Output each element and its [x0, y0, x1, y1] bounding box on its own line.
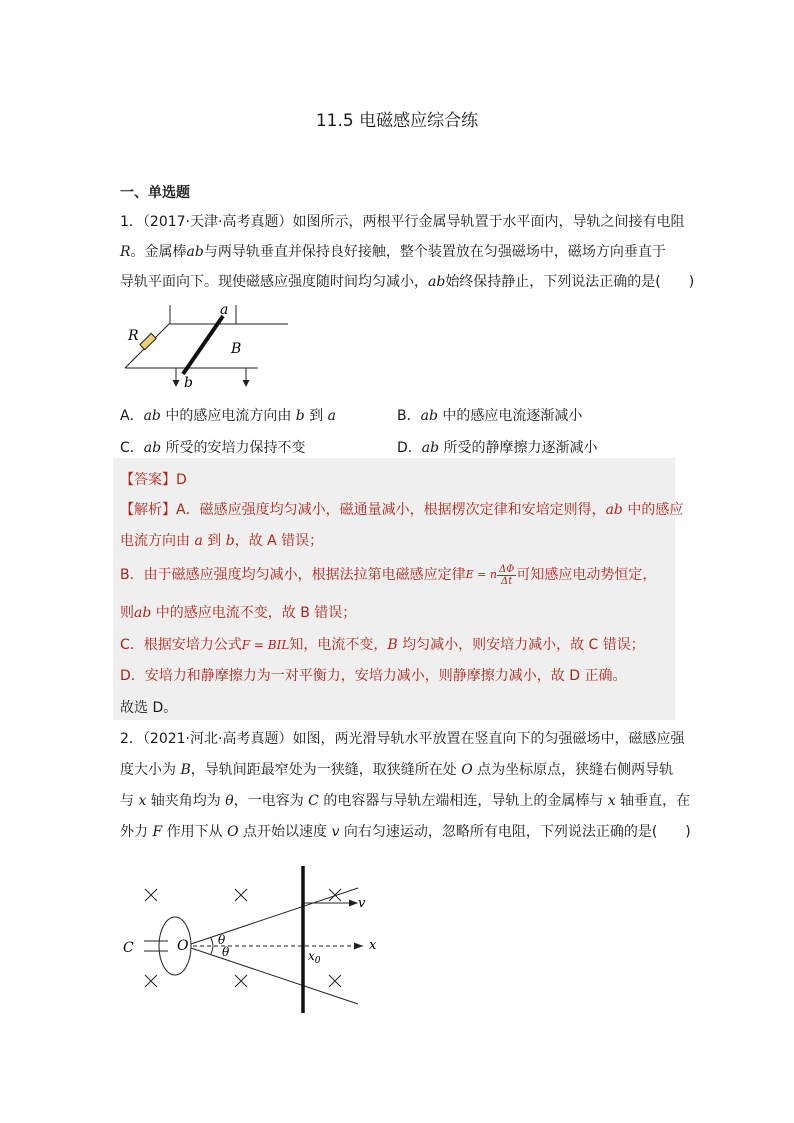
opt-b-prefix: B．	[397, 408, 421, 424]
q2-line-1	[120, 728, 684, 748]
q2-figure	[118, 858, 388, 1020]
exp-a2a: 电流方向由	[120, 533, 195, 549]
q1-option-d	[397, 437, 598, 457]
q2-var-O2: O	[227, 824, 239, 840]
q1-option-c	[120, 437, 306, 457]
label-theta-2: θ	[222, 945, 230, 959]
q2-var-C: C	[308, 793, 319, 809]
q2-text-3c: ，一电容为	[233, 793, 309, 809]
exp-line-c	[120, 634, 645, 654]
label-b: b	[184, 375, 193, 391]
q2-text-4c: 点开始以速度	[238, 824, 332, 840]
opt-c-text: 所受的安培力保持不变	[161, 440, 306, 456]
opt-b-ab: ab	[420, 408, 438, 424]
q1-text-1: 如图所示，两根平行金属导轨置于水平面内，导轨之间接有电阻	[292, 214, 685, 230]
q2-text-4b: 作用下从	[162, 824, 228, 840]
exp-b2a: 则	[120, 605, 134, 621]
q1-var-R: R	[120, 244, 131, 260]
exp-c1: C．根据安培力公式	[120, 637, 242, 653]
exp-a2-a: a	[194, 533, 203, 549]
field-cross-1	[145, 889, 157, 901]
exp-b2b: 中的感应电流不变，故 B 错误；	[151, 605, 357, 621]
field-cross-5	[235, 975, 247, 987]
velocity-arrow-head	[349, 900, 358, 907]
section-heading: 一、单选题	[120, 185, 190, 201]
formula-den: Δt	[501, 575, 513, 587]
rail-lower	[191, 948, 358, 1004]
exp-a2-b: b	[225, 533, 235, 549]
label-O: O	[177, 938, 189, 954]
label-x0-sub: 0	[314, 956, 321, 966]
exp-a2c: ，故 A 错误；	[234, 533, 324, 549]
ampere-formula: F = BIL	[241, 638, 290, 652]
q1-number: 1．	[120, 214, 143, 230]
exp-line-a1	[120, 499, 683, 519]
label-x0	[308, 949, 321, 966]
rail-upper	[191, 888, 358, 944]
q2-line-3	[120, 790, 690, 810]
answer-line: 【答案】D	[120, 472, 187, 488]
q1-text-3b: 始终保持静止，下列说法正确的是( )	[445, 274, 695, 290]
q2-text-1: 如图，两光滑导轨水平放置在竖直向下的匀强磁场中，磁感应强	[292, 731, 685, 747]
label-a: a	[220, 302, 229, 318]
opt-a-text: 中的感应电流方向由	[160, 408, 296, 424]
opt-b-text: 中的感应电流逐渐减小	[437, 408, 583, 424]
q2-text-3b: 轴夹角均为	[146, 793, 226, 809]
q2-text-4a: 外力	[120, 824, 153, 840]
x-axis-arrow-head	[354, 943, 363, 950]
q2-text-2b: ，导轨间距最窄处为一狭缝，取狭缝所在处	[190, 762, 462, 778]
angle-arc-upper	[211, 938, 213, 946]
field-cross-4	[145, 975, 157, 987]
opt-a-a: a	[327, 408, 337, 424]
exp-line-d: D．安培力和静摩擦力为一对平衡力，安培力减小，则静摩擦力减小，故 D 正确。	[120, 668, 627, 684]
opt-d-text: 所受的静摩擦力逐渐减小	[439, 440, 598, 456]
exp-line-b1	[120, 562, 656, 588]
q1-var-ab: ab	[186, 244, 204, 260]
page-title: 11.5 电磁感应综合练	[315, 111, 479, 131]
label-x0-base: x	[308, 949, 315, 963]
q2-line-4	[120, 821, 691, 841]
exp-b2-ab: ab	[134, 605, 152, 621]
q2-var-O: O	[461, 762, 473, 778]
exp-a2b: 到	[202, 533, 226, 549]
exp-b1-end: 可知感应电动势恒定，	[516, 567, 657, 583]
q2-text-3a: 与	[120, 793, 139, 809]
q1-figure	[118, 300, 298, 392]
q1-var-ab-2: ab	[428, 274, 446, 290]
q1-option-b	[397, 405, 582, 425]
opt-d-ab: ab	[421, 440, 440, 456]
field-cross-6	[329, 975, 341, 987]
exp-conclusion: 故选 D。	[120, 700, 178, 716]
exp-a1: A．磁感应强度均匀减小，磁通量减小，根据楞次定律和安培定则得，	[176, 502, 606, 518]
q1-line-2	[120, 241, 666, 261]
q2-var-F: F	[152, 824, 163, 840]
q2-number: 2．	[120, 731, 143, 747]
exp-a1-ab: ab	[605, 502, 623, 518]
exp-line-a2	[120, 530, 323, 550]
exp-tag: 【解析】	[120, 502, 176, 518]
angle-arc-lower	[211, 946, 213, 954]
field-cross-2	[235, 889, 247, 901]
faraday-formula	[466, 562, 517, 588]
q1-text-3a: 导轨平面向下。现使磁感应强度随时间均匀减小，	[120, 274, 428, 290]
exp-c1c: 均匀减小，则安培力减小，故 C 错误；	[397, 637, 645, 653]
label-theta-1: θ	[218, 933, 226, 947]
q2-var-x2: x	[607, 793, 616, 809]
label-R: R	[128, 328, 139, 344]
exp-c1-B: B	[387, 637, 398, 653]
q2-text-2a: 度大小为	[120, 762, 181, 778]
q2-var-B: B	[180, 762, 191, 778]
opt-a-ab: ab	[143, 408, 161, 424]
q1-line-1	[120, 211, 684, 231]
formula-num: ΔΦ	[498, 563, 515, 575]
q2-source: （2021·河北·高考真题）	[142, 731, 293, 747]
q1-source: （2017·天津·高考真题）	[142, 214, 293, 230]
q1-text-2b: 与两导轨垂直并保持良好接触，整个装置放在匀强磁场中，磁场方向垂直于	[203, 244, 666, 260]
label-x: x	[369, 938, 377, 953]
formula-E: E	[465, 568, 474, 581]
opt-a-prefix: A．	[120, 408, 144, 424]
q1-option-a	[120, 405, 336, 425]
opt-a-to: 到	[304, 408, 328, 424]
opt-c-ab: ab	[143, 440, 162, 456]
metal-rod-ab	[183, 316, 223, 374]
q2-text-2c: 点为坐标原点，狭缝右侧两导轨	[472, 762, 674, 778]
label-v: v	[358, 896, 366, 911]
q2-var-theta: θ	[225, 793, 234, 809]
q2-var-v: v	[331, 824, 340, 840]
q2-line-2	[120, 759, 673, 779]
exp-a1-end: 中的感应	[622, 502, 684, 518]
opt-c-prefix: C．	[120, 440, 144, 456]
formula-fraction	[497, 564, 516, 587]
resistor	[140, 333, 156, 349]
label-C: C	[123, 940, 134, 956]
q1-line-3	[120, 271, 694, 291]
exp-line-b2	[120, 602, 356, 622]
exp-b1: B．由于磁感应强度均匀减小，根据法拉第电磁感应定律	[120, 567, 466, 583]
q2-text-3e: 轴垂直，在	[615, 793, 691, 809]
q2-text-4d: 向右匀速运动，忽略所有电阻，下列说法正确的是( )	[339, 824, 691, 840]
formula-eq: = n	[473, 568, 497, 581]
q2-var-x: x	[138, 793, 147, 809]
field-cross-3	[329, 889, 341, 901]
opt-a-b: b	[295, 408, 305, 424]
opt-d-prefix: D．	[397, 440, 422, 456]
exp-c1b: 知，电流不变，	[289, 637, 388, 653]
q2-text-3d: 的电容器与导轨左端相连，导轨上的金属棒与	[318, 793, 608, 809]
arrow-head-right	[243, 380, 250, 387]
arrow-head-left	[173, 380, 180, 387]
q1-text-2a: 。金属棒	[130, 244, 187, 260]
label-B: B	[231, 341, 242, 357]
